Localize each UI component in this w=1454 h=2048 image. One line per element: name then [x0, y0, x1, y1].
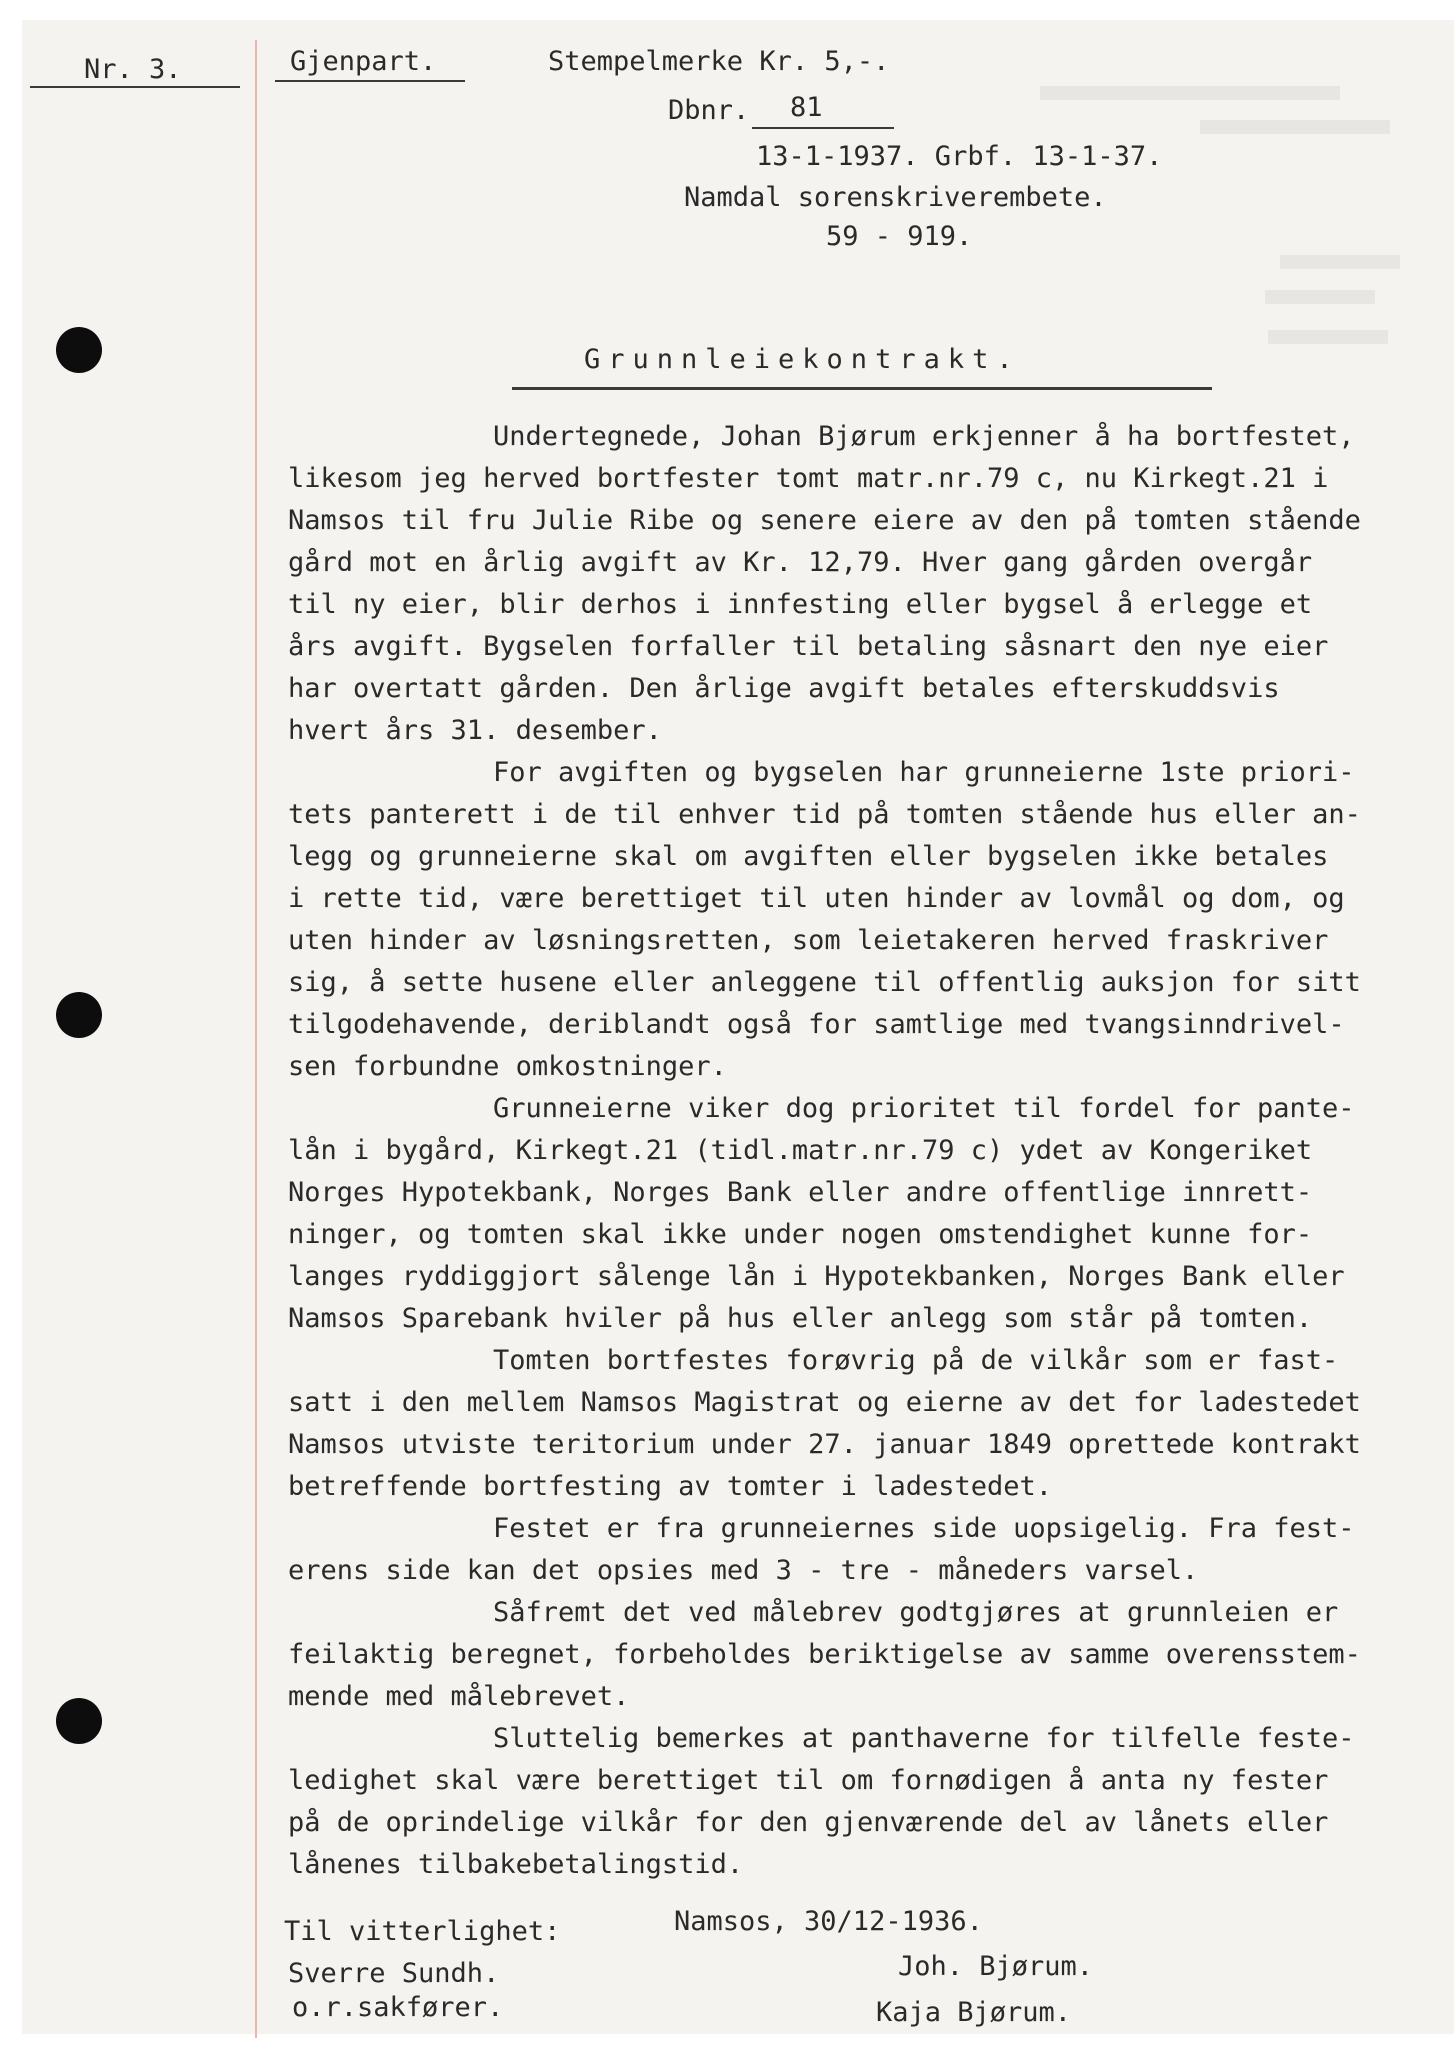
body-line: betreffende bortfesting av tomter i ladestedet. [288, 1471, 1053, 1502]
place-and-date: Namsos, 30/12-1936. [674, 1906, 983, 1937]
body-line: sen forbundne omkostninger. [288, 1051, 727, 1082]
body-line: Namsos utviste teritorium under 27. januar 1849 oprettede kontrakt [288, 1429, 1361, 1460]
body-line: Undertegnede, Johan Bjørum erkjenner å ha bortfestet, [493, 421, 1355, 452]
body-line: feilaktig beregnet, forbeholdes beriktigelse av samme overensstem- [288, 1639, 1361, 1670]
body-line: erens side kan det opsies med 3 - tre - måneders varsel. [288, 1555, 1199, 1586]
body-line: mende med målebrevet. [288, 1681, 630, 1712]
reference-number: 59 - 919. [826, 221, 973, 252]
bleed-through-mark [1280, 255, 1400, 269]
stamp-line: Stempelmerke Kr. 5,-. [548, 46, 890, 77]
body-line: Tomten bortfestes forøvrig på de vilkår som er fast- [493, 1345, 1339, 1376]
body-line: Sluttelig bemerkes at panthaverne for tilfelle feste- [493, 1723, 1355, 1754]
signature-johan-bjorum: Joh. Bjørum. [898, 1951, 1094, 1982]
body-line: langes ryddiggjort sålenge lån i Hypotekbanken, Norges Bank eller [288, 1261, 1345, 1292]
dbnr-label: Dbnr. [668, 95, 750, 126]
body-line: Namsos til fru Julie Ribe og senere eiere av den på tomten stående [288, 505, 1361, 536]
body-line: Såfremt det ved målebrev godtgjøres at grunnleien er [493, 1597, 1339, 1628]
witness-label: Til vitterlighet: [284, 1916, 561, 1947]
scan-border-bottom [0, 2034, 1454, 2048]
body-line: til ny eier, blir derhos i innfesting eller bygsel å erlegge et [288, 589, 1313, 620]
witness-name: Sverre Sundh. [288, 1958, 500, 1989]
body-line: satt i den mellem Namsos Magistrat og eierne av det for ladestedet [288, 1387, 1361, 1418]
scan-border-top [0, 0, 1454, 20]
body-line: Festet er fra grunneiernes side uopsigelig. Fra fest- [493, 1513, 1355, 1544]
body-line: i rette tid, være berettiget til uten hinder av lovmål og dom, og [288, 883, 1345, 914]
body-line: lån i bygård, Kirkegt.21 (tidl.matr.nr.79 c) ydet av Kongeriket [288, 1135, 1313, 1166]
office-name: Namdal sorenskriverembete. [684, 182, 1107, 213]
bleed-through-mark [1268, 330, 1388, 344]
punch-hole [56, 327, 102, 373]
body-line: sig, å sette husene eller anleggene til offentlig auksjon for sitt [288, 967, 1361, 998]
document-number-underline [30, 86, 240, 88]
bleed-through-mark [1040, 86, 1340, 100]
dbnr-value: 81 [790, 92, 823, 123]
body-line: Grunneierne viker dog prioritet til fordel for pante- [493, 1093, 1355, 1124]
bleed-through-mark [1265, 290, 1375, 304]
body-line: tilgodehavende, deriblandt også for samtlige med tvangsinndrivel- [288, 1009, 1345, 1040]
document-number: Nr. 3. [84, 54, 182, 85]
registration-date: 13-1-1937. Grbf. 13-1-37. [756, 141, 1163, 172]
copy-label: Gjenpart. [290, 46, 437, 77]
body-line: hvert års 31. desember. [288, 715, 662, 746]
body-line: ninger, og tomten skal ikke under nogen omstendighet kunne for- [288, 1219, 1313, 1250]
body-line: gård mot en årlig avgift av Kr. 12,79. Hver gang gården overgår [288, 547, 1313, 578]
contract-body [288, 416, 1413, 1886]
body-line: års avgift. Bygselen forfaller til betaling såsnart den nye eier [288, 631, 1329, 662]
body-line: tets panterett i de til enhver tid på tomten stående hus eller an- [288, 799, 1361, 830]
signature-kaja-bjorum: Kaja Bjørum. [876, 1997, 1072, 2028]
body-line: har overtatt gården. Den årlige avgift betales efterskuddsvis [288, 673, 1280, 704]
body-line: lånenes tilbakebetalingstid. [288, 1849, 744, 1880]
body-line: Norges Hypotekbank, Norges Bank eller andre offentlige innrett- [288, 1177, 1313, 1208]
document-title: Grunnleiekontrakt. [584, 344, 1021, 375]
copy-label-underline [275, 80, 465, 82]
title-underline [512, 387, 1212, 390]
body-line: ledighet skal være berettiget til om fornødigen å anta ny fester [288, 1765, 1329, 1796]
body-line: For avgiften og bygselen har grunneierne 1ste priori- [493, 757, 1355, 788]
body-line: Namsos Sparebank hviler på hus eller anlegg som står på tomten. [288, 1303, 1313, 1334]
body-line: legg og grunneierne skal om avgiften eller bygselen ikke betales [288, 841, 1329, 872]
body-line: på de oprindelige vilkår for den gjenværende del av lånets eller [288, 1807, 1329, 1838]
scan-border-left [0, 0, 22, 2048]
body-line: likesom jeg herved bortfester tomt matr.nr.79 c, nu Kirkegt.21 i [288, 463, 1329, 494]
dbnr-underline [752, 127, 894, 129]
margin-line [255, 40, 257, 2038]
witness-title: o.r.sakfører. [292, 1992, 504, 2023]
punch-hole [56, 1698, 102, 1744]
bleed-through-mark [1200, 120, 1390, 134]
punch-hole [56, 992, 102, 1038]
body-line: uten hinder av løsningsretten, som leietakeren herved fraskriver [288, 925, 1329, 956]
